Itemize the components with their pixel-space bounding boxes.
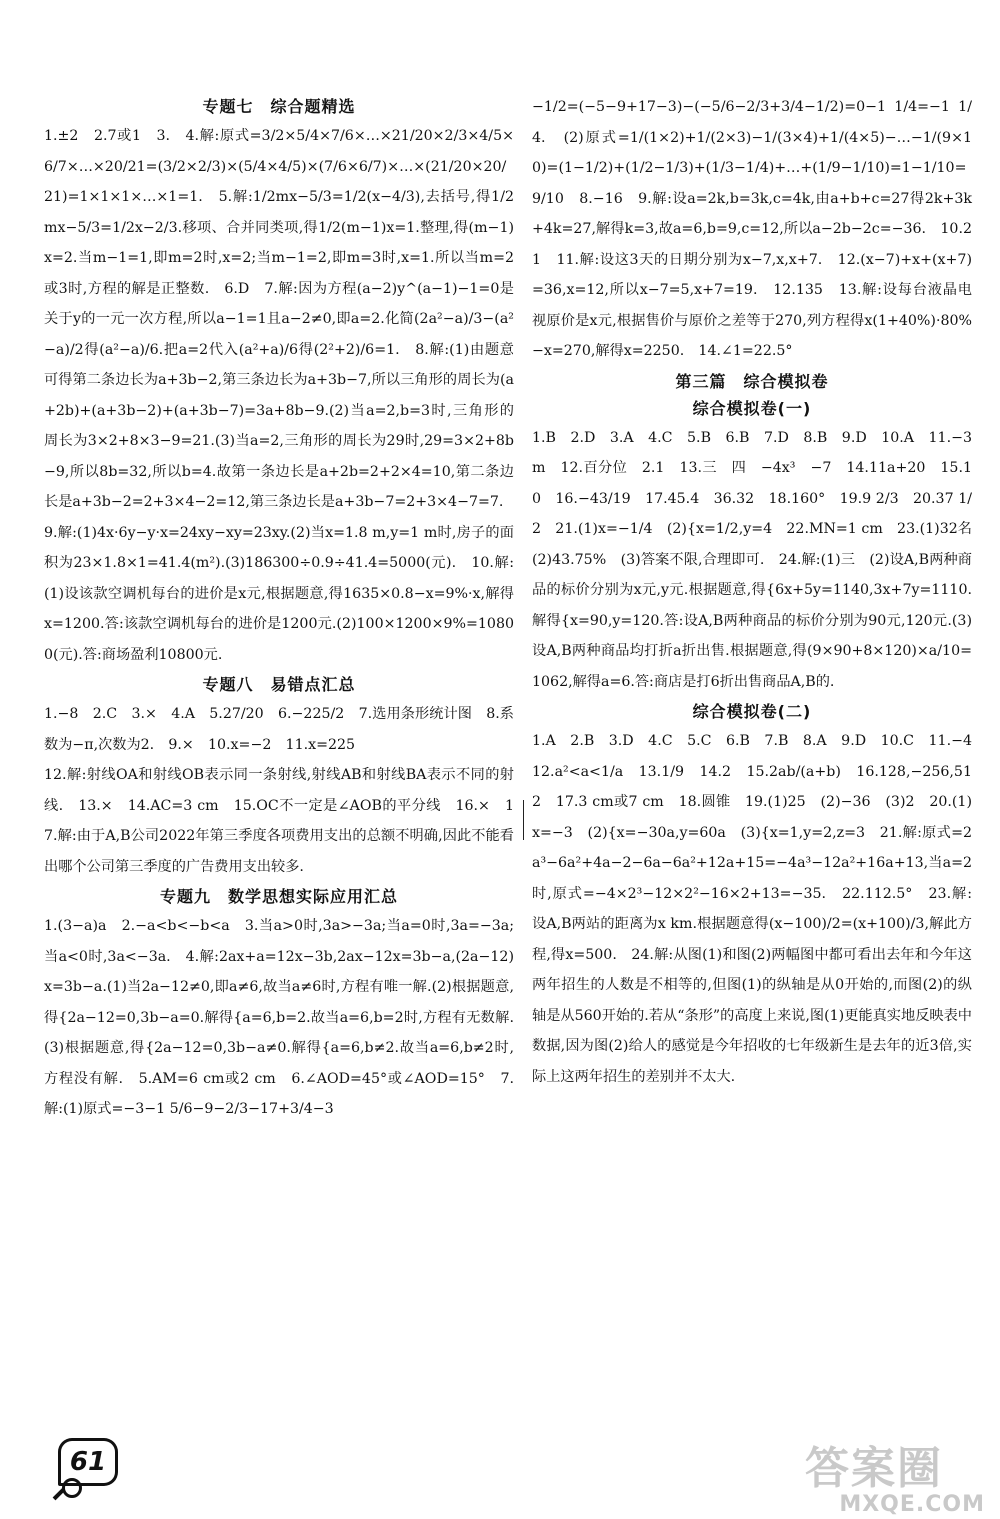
answer-paragraph: 9.解:(1)4x·6y−y·x=24xy−xy=23xy.(2)当x=1.8 m,y=1 m时,房子的面积为23×1.8×1=41.4(m²).(3)186300÷0.9÷41.4=5000(元). 10.解:(1)设该款空调机每台的进价是x元,根据题意,得1635×0.8−x=9%·x,解得x=1200.答:该款空调机每台的进价是1200元.(2)100×1200×9%=10800(元).答:商场盈利10800元. — [44, 524, 514, 663]
section-heading: 专题九 数学思想实际应用汇总 — [159, 887, 398, 906]
magnifier-icon — [62, 1478, 82, 1498]
right-column — [532, 92, 987, 1092]
answer-paragraph: 1.(3−a)a 2.−a<b<−b<a 3.当a>0时,3a>−3a;当a=0时,3a=−3a;当a<0时,3a<−3a. 4.解:2ax+a=12x−3b,2ax−12x=3b−a,(2a−12)x=3b−a.(1)当2a−12≠0,即a≠6,故当a≠6时,方程有唯一解.(2)根据题意,得{2a−12=0,3b−a=0.解得{a=6,b=2.故当a=6,b=2时,方程有无数解.(3)根据题意,得{2a−12=0,3b−a≠0.解得{a=6,b≠2.故当a=6,b≠2时,方程没有解. 5.AM=6 cm或2 cm 6.∠AOD=45°或∠AOD=15° 7.解:(1)原式=−3−1 5/6−9−2/3−17+3/4−3 — [44, 918, 514, 1117]
column-divider — [523, 800, 524, 840]
answer-paragraph: 1.B 2.D 3.A 4.C 5.B 6.B 7.D 8.B 9.D 10.A 11.−3 m 12.百分位 2.1 13.三 四 −4x³ −7 14.11a+20 15.10 16.−43/19 17.45.4 36.32 18.160° 19.9 2/3 20.37 1/2 21.(1)x=−1/4 (2){x=1/2,y=4 22.MN=1 cm 23.(1)32名 (2)43.75% (3)答案不限,合理即可. 24.解:(1)三 (2)设A,B两种商品的标价分别为x元,y元.根据题意,得{6x+5y=1140,3x+7y=1110.解得{x=90,y=120.答:设A,B两种商品的标价分别为90元,120元.(3)设A,B两种商品均打折a折出售.根据题意,得(9×90+8×120)×a/10=1062,解得a=6.答:商店是打6折出售商品A,B的. — [532, 429, 987, 690]
watermark-text: 答案圈 — [805, 1443, 943, 1494]
section-heading: 专题七 综合题精选 — [202, 97, 356, 116]
watermark-logo — [805, 1432, 985, 1517]
answer-paragraph: 1.−8 2.C 3.× 4.A 5.27/20 6.−225/2 7.选用条形统计图 8.系数为−π,次数为2. 9.× 10.x=−2 11.x=225 — [44, 706, 514, 753]
answer-paragraph: 1.±2 2.7或1 3. 4.解:原式=3/2×5/4×7/6×…×21/20×2/3×4/5×6/7×…×20/21=(3/2×2/3)×(5/4×4/5)×(7/6×6/7)×…×(21/20×20/21)=1×1×1×…×1=1. 5.解:1/2mx−5/3=1/2(x−4/3),去括号,得1/2mx−5/3=1/2x−2/3.移项、合并同类项,得1/2(m−1)x=1.整理,得(m−1)x=2.当m−1=1,即m=2时,x=2;当m−1=2,即m=3时,x=1.所以当m=2或3时,方程的解是正整数. 6.D 7.解:因为方程(a−2)y^(a−1)−1=0是关于y的一元一次方程,所以a−1=1且a−2≠0,即a=2.化简(2a²−a)/3−(a²−a)/2得(a²−a)/6.把a=2代入(a²+a)/6得(2²+2)/6=1. 8.解:(1)由题意可得第二条边长为a+3b−2,第三条边长为a+3b−7,所以三角形的周长为(a+2b)+(a+3b−2)+(a+3b−7)=3a+8b−9.(2)当a=2,b=3时,三角形的周长为3×2+8×3−9=21.(3)当a=2,三角形的周长为29时,29=3×2+8b−9,所以8b=32,所以b=4.故第一条边长是a+2b=2+2×4=10,第二条边长是a+3b−2=2+3×4−2=12,第三条边长是a+3b−7=2+3×4−7=7. — [44, 128, 514, 510]
watermark-url: MXQE.COM — [839, 1492, 985, 1517]
page-number: 61 — [58, 1438, 118, 1486]
section-heading: 综合模拟卷(二) — [692, 702, 812, 721]
part-heading: 第三篇 综合模拟卷 — [675, 371, 829, 391]
section-heading: 综合模拟卷(一) — [692, 398, 812, 418]
answer-paragraph: 12.解:射线OA和射线OB表示同一条射线,射线AB和射线BA表示不同的射线. 13.× 14.AC=3 cm 15.OC不一定是∠AOB的平分线 16.× 17.解:由于A,B公司2022年第三季度各项费用支出的总额不明确,因此不能看出哪个公司第三季度的广告费用支出较多. — [44, 767, 514, 875]
answer-paragraph: 1.A 2.B 3.D 4.C 5.C 6.B 7.B 8.A 9.D 10.C 11.−4 12.a²<a<1/a 13.1/9 14.2 15.2ab/(a+b) 16.128,−256,512 17.3 cm或7 cm 18.圆锥 19.(1)25 (2)−36 (3)2 20.(1)x=−3 (2){x=−30a,y=60a (3){x=1,y=2,z=3 21.解:原式=2a³−6a²+4a−2−6a−6a²+12a+15=−4a³−12a²+16a+13,当a=2时,原式=−4×2³−12×2²−16×2+13=−35. 22.112.5° 23.解:设A,B两站的距离为x km.根据题意得(x−100)/2=(x+100)/3,解此方程,得x=500. 24.解:从图(1)和图(2)两幅图中都可看出去年和今年这两年招生的人数是不相等的,但图(1)的纵轴是从0开始的,而图(2)的纵轴是从560开始的.若从“条形”的高度上来说,图(1)更能真实地反映表中数据,因为图(2)给人的感觉是今年招收的七年级新生是去年的近3倍,实际上这两年招生的差别并不太大. — [532, 733, 987, 1085]
section-heading: 专题八 易错点汇总 — [202, 675, 356, 694]
answer-paragraph: −1/2=(−5−9+17−3)−(−5/6−2/3+3/4−1/2)=0−1 1/4=−1 1/4. (2)原式=1/(1×2)+1/(2×3)−1/(3×4)+1/(4×5)−…−1/(9×10)=(1−1/2)+(1/2−1/3)+(1/3−1/4)+…+(1/9−1/10)=1−1/10=9/10 8.−16 9.解:设a=2k,b=3k,c=4k,由a+b+c=27得2k+3k+4k=27,解得k=3,故a=6,b=9,c=12,所以a−2b−2c=−36. 10.21 11.解:设这3天的日期分别为x−7,x,x+7. 12.(x−7)+x+(x+7)=36,x=12,所以x−7=5,x+7=19. 12.135 13.解:设每台液晶电视原价是x元,根据售价与原价之差等于270,列方程得x(1+40%)·80%−x=270,解得x=2250. 14.∠1=22.5° — [532, 99, 972, 359]
left-column — [44, 92, 514, 1125]
